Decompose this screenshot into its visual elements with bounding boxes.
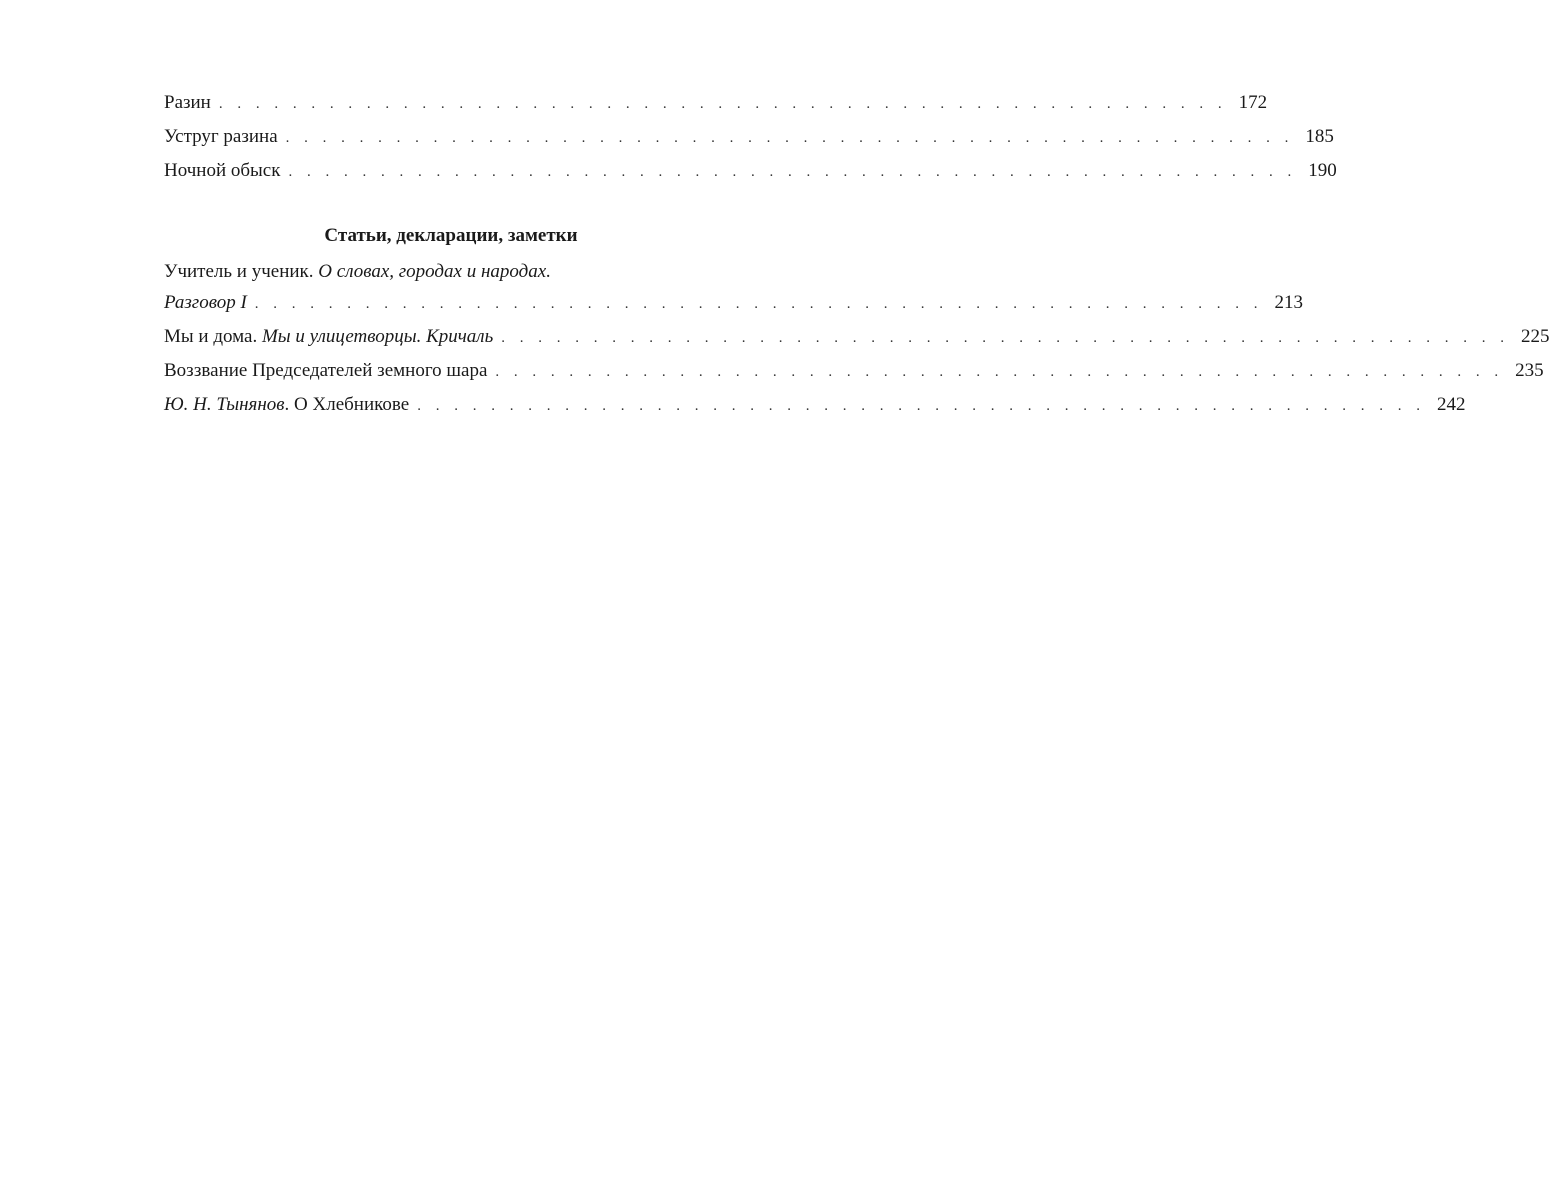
toc-entry-my-i-doma [164,320,1549,354]
toc-entry-tynyanov [164,388,1466,422]
toc-entry-title-plain: Учитель и ученик. [164,261,314,282]
toc-page-number: 242 [1436,394,1466,415]
toc-entry-ustrug [164,120,1334,154]
toc-page-number: 172 [1238,92,1268,113]
toc-entry-uchitel-line1 [164,256,738,286]
toc-entry-title [164,320,493,354]
dot-leader: . . . . . . . . . . . . . . . . . . . . . . . . . . . . . . . . . . . . . . . . . . . . . . . . . . . . . . . [288,164,1297,180]
toc-page-number: 225 [1520,326,1549,347]
toc-entry-title-plain: Мы и дома. [164,326,258,347]
toc-entry-razin [164,86,1268,120]
toc-entry-title [164,388,409,422]
toc-entry-uchitel-line2 [164,286,1304,320]
toc-entry-vozzvanie [164,354,1544,388]
toc-page-number: 235 [1515,360,1544,381]
dot-leader: . . . . . . . . . . . . . . . . . . . . . . . . . . . . . . . . . . . . . . . . . . . . . . . . . . . . . . . [495,364,1504,380]
toc-entry-title: Ночной обыск [164,160,281,181]
toc-entry-title-italic: Ю. Н. Тынянов [164,394,285,415]
toc-entry-nochnoy-obysk [164,154,1337,188]
toc-entry-title-italic: Мы и улицетворцы. Кричаль [261,326,494,347]
dot-leader: . . . . . . . . . . . . . . . . . . . . . . . . . . . . . . . . . . . . . . . . . . . . . . . . . . . . . . . [254,296,1264,312]
toc-entry-title: Воззвание Председателей земного шара [164,360,488,381]
table-of-contents [164,86,1549,422]
toc-page-number: 185 [1305,126,1334,147]
toc-entry-title-plain: . О Хлебникове [284,394,410,415]
toc-entry-title-italic: О словах, городах и народах. [318,261,551,282]
section-heading: Статьи, декларации, заметки [324,225,578,246]
dot-leader: . . . . . . . . . . . . . . . . . . . . . . . . . . . . . . . . . . . . . . . . . . . . . . . . . . . . . . . [218,96,1228,112]
toc-entry-title: Разин [164,92,211,113]
toc-page-number: 190 [1308,160,1337,181]
dot-leader: . . . . . . . . . . . . . . . . . . . . . . . . . . . . . . . . . . . . . . . . . . . . . . . . . . . . . . . [501,330,1510,346]
dot-leader: . . . . . . . . . . . . . . . . . . . . . . . . . . . . . . . . . . . . . . . . . . . . . . . . . . . . . . . [285,130,1294,146]
toc-page-number: 213 [1274,292,1304,313]
dot-leader: . . . . . . . . . . . . . . . . . . . . . . . . . . . . . . . . . . . . . . . . . . . . . . . . . . . . . . . [417,398,1426,414]
toc-entry-title: Уструг разина [164,126,278,147]
toc-entry-title-italic: Разговор I [164,292,247,313]
